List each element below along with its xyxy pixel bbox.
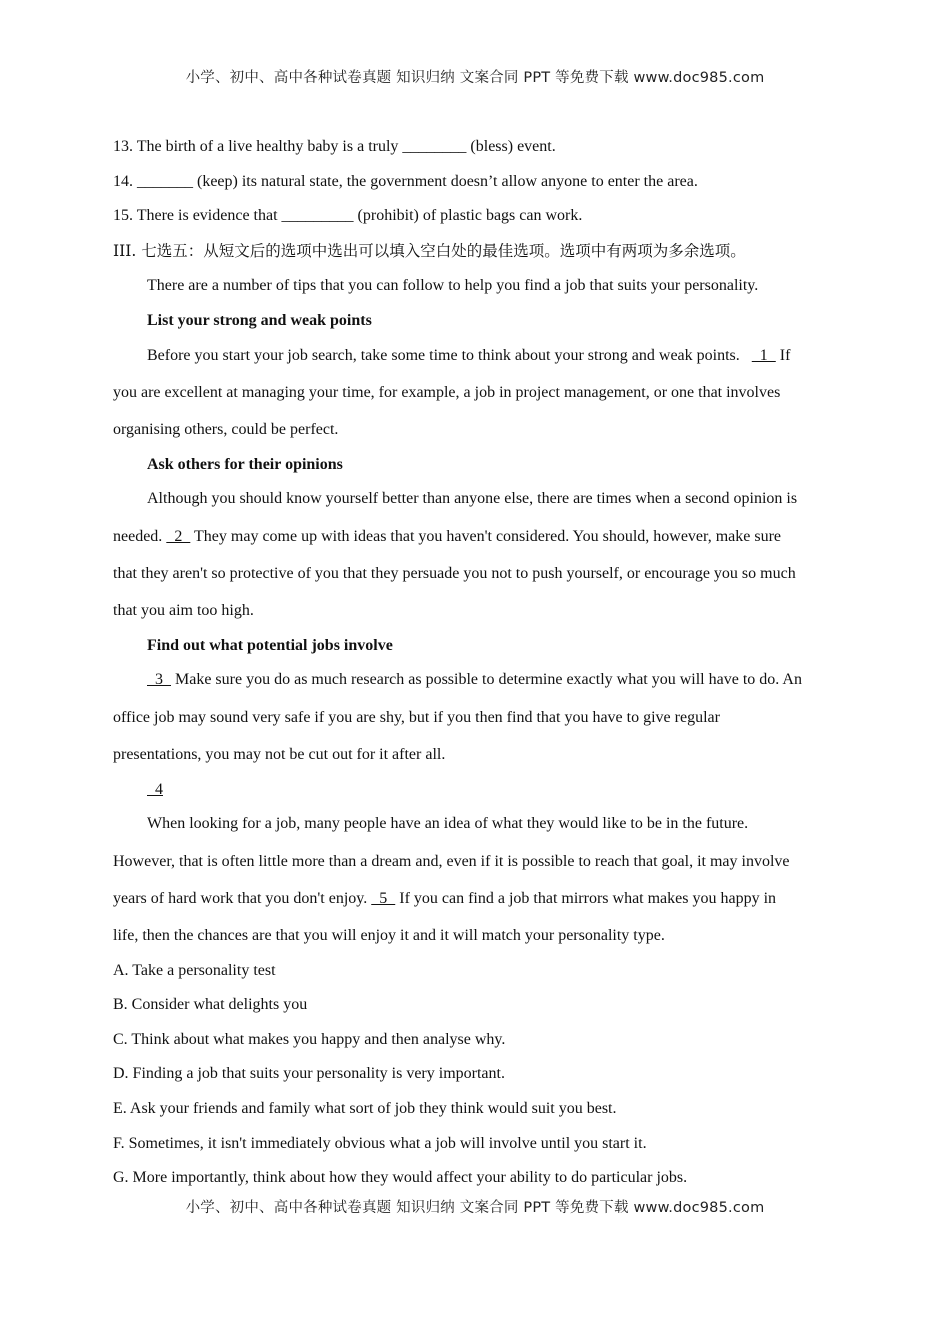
paragraph-4-line-1: When looking for a job, many people have an idea of what they would like to be in the future.	[147, 815, 749, 832]
blank-5: 5	[371, 890, 396, 907]
paragraph-2-line-4: that you aim too high.	[113, 602, 254, 619]
paragraph-2-line-3: that they aren't so protective of you that they persuade you not to push yourself, or encourage you so much	[113, 565, 796, 582]
option-b: B. Consider what delights you	[113, 996, 308, 1013]
paragraph-2-line-2	[113, 527, 838, 547]
paragraph-2-line-1: Although you should know yourself better than anyone else, there are times when a second opinion is	[147, 490, 798, 507]
paragraph-3-line-2: office job may sound very safe if you are shy, but if you then find that you have to give regular	[113, 709, 720, 726]
blank-2: 2	[166, 528, 191, 545]
heading-ask-others: Ask others for their opinions	[147, 456, 343, 473]
paragraph-4-text-a: years of hard work that you don't enjoy.	[113, 890, 372, 907]
option-c: C. Think about what makes you happy and then analyse why.	[113, 1031, 506, 1048]
option-e: E. Ask your friends and family what sort of job they think would suit you best.	[113, 1100, 617, 1117]
paragraph-4-line-3	[113, 889, 838, 909]
paragraph-1-line-2: you are excellent at managing your time, for example, a job in project management, or one that involves	[113, 384, 781, 401]
paragraph-4-line-4: life, then the chances are that you will enjoy it and it will match your personality type.	[113, 927, 665, 944]
heading-blank-4	[147, 780, 837, 800]
paragraph-3-line-3: presentations, you may not be cut out for it after all.	[113, 746, 446, 763]
paragraph-3-text-b: Make sure you do as much research as possible to determine exactly what you will have to do. An	[171, 671, 802, 688]
question-13: 13. The birth of a live healthy baby is a truly ________ (bless) event.	[113, 138, 556, 155]
heading-potential-jobs: Find out what potential jobs involve	[147, 637, 393, 654]
paragraph-1-text-b: If	[775, 347, 791, 364]
paragraph-4-line-2: However, that is often little more than a dream and, even if it is possible to reach that goal, it may involve	[113, 853, 790, 870]
question-15: 15. There is evidence that _________ (prohibit) of plastic bags can work.	[113, 207, 583, 224]
blank-4: 4	[147, 781, 163, 798]
paragraph-1-line-3: organising others, could be perfect.	[113, 421, 339, 438]
blank-1: 1	[751, 347, 776, 364]
section-3-title: III. 七选五：从短文后的选项中选出可以填入空白处的最佳选项。选项中有两项为多余选项。	[113, 242, 746, 260]
paragraph-1-line-1	[147, 346, 837, 366]
option-g: G. More importantly, think about how they would affect your ability to do particular jobs.	[113, 1169, 688, 1186]
option-d: D. Finding a job that suits your personality is very important.	[113, 1065, 505, 1082]
blank-3: 3	[147, 671, 171, 688]
passage-intro: There are a number of tips that you can follow to help you find a job that suits your personality.	[147, 277, 759, 294]
paragraph-3-line-1	[147, 670, 837, 690]
option-a: A. Take a personality test	[113, 962, 276, 979]
page-header-banner: 小学、初中、高中各种试卷真题 知识归纳 文案合同 PPT 等免费下载 www.doc985.com	[185, 70, 765, 86]
paragraph-2-text-a: needed.	[113, 528, 167, 545]
question-14: 14. _______ (keep) its natural state, the government doesn’t allow anyone to enter the area.	[113, 173, 698, 190]
paragraph-1-text-a: Before you start your job search, take some time to think about your strong and weak points.	[147, 347, 740, 364]
option-f: F. Sometimes, it isn't immediately obvious what a job will involve until you start it.	[113, 1135, 647, 1152]
paragraph-4-text-b: If you can find a job that mirrors what makes you happy in	[395, 890, 777, 907]
page-footer-banner: 小学、初中、高中各种试卷真题 知识归纳 文案合同 PPT 等免费下载 www.doc985.com	[185, 1200, 765, 1216]
paragraph-2-text-b: They may come up with ideas that you haven't considered. You should, however, make sure	[190, 528, 782, 545]
heading-strong-weak-points: List your strong and weak points	[147, 312, 372, 329]
